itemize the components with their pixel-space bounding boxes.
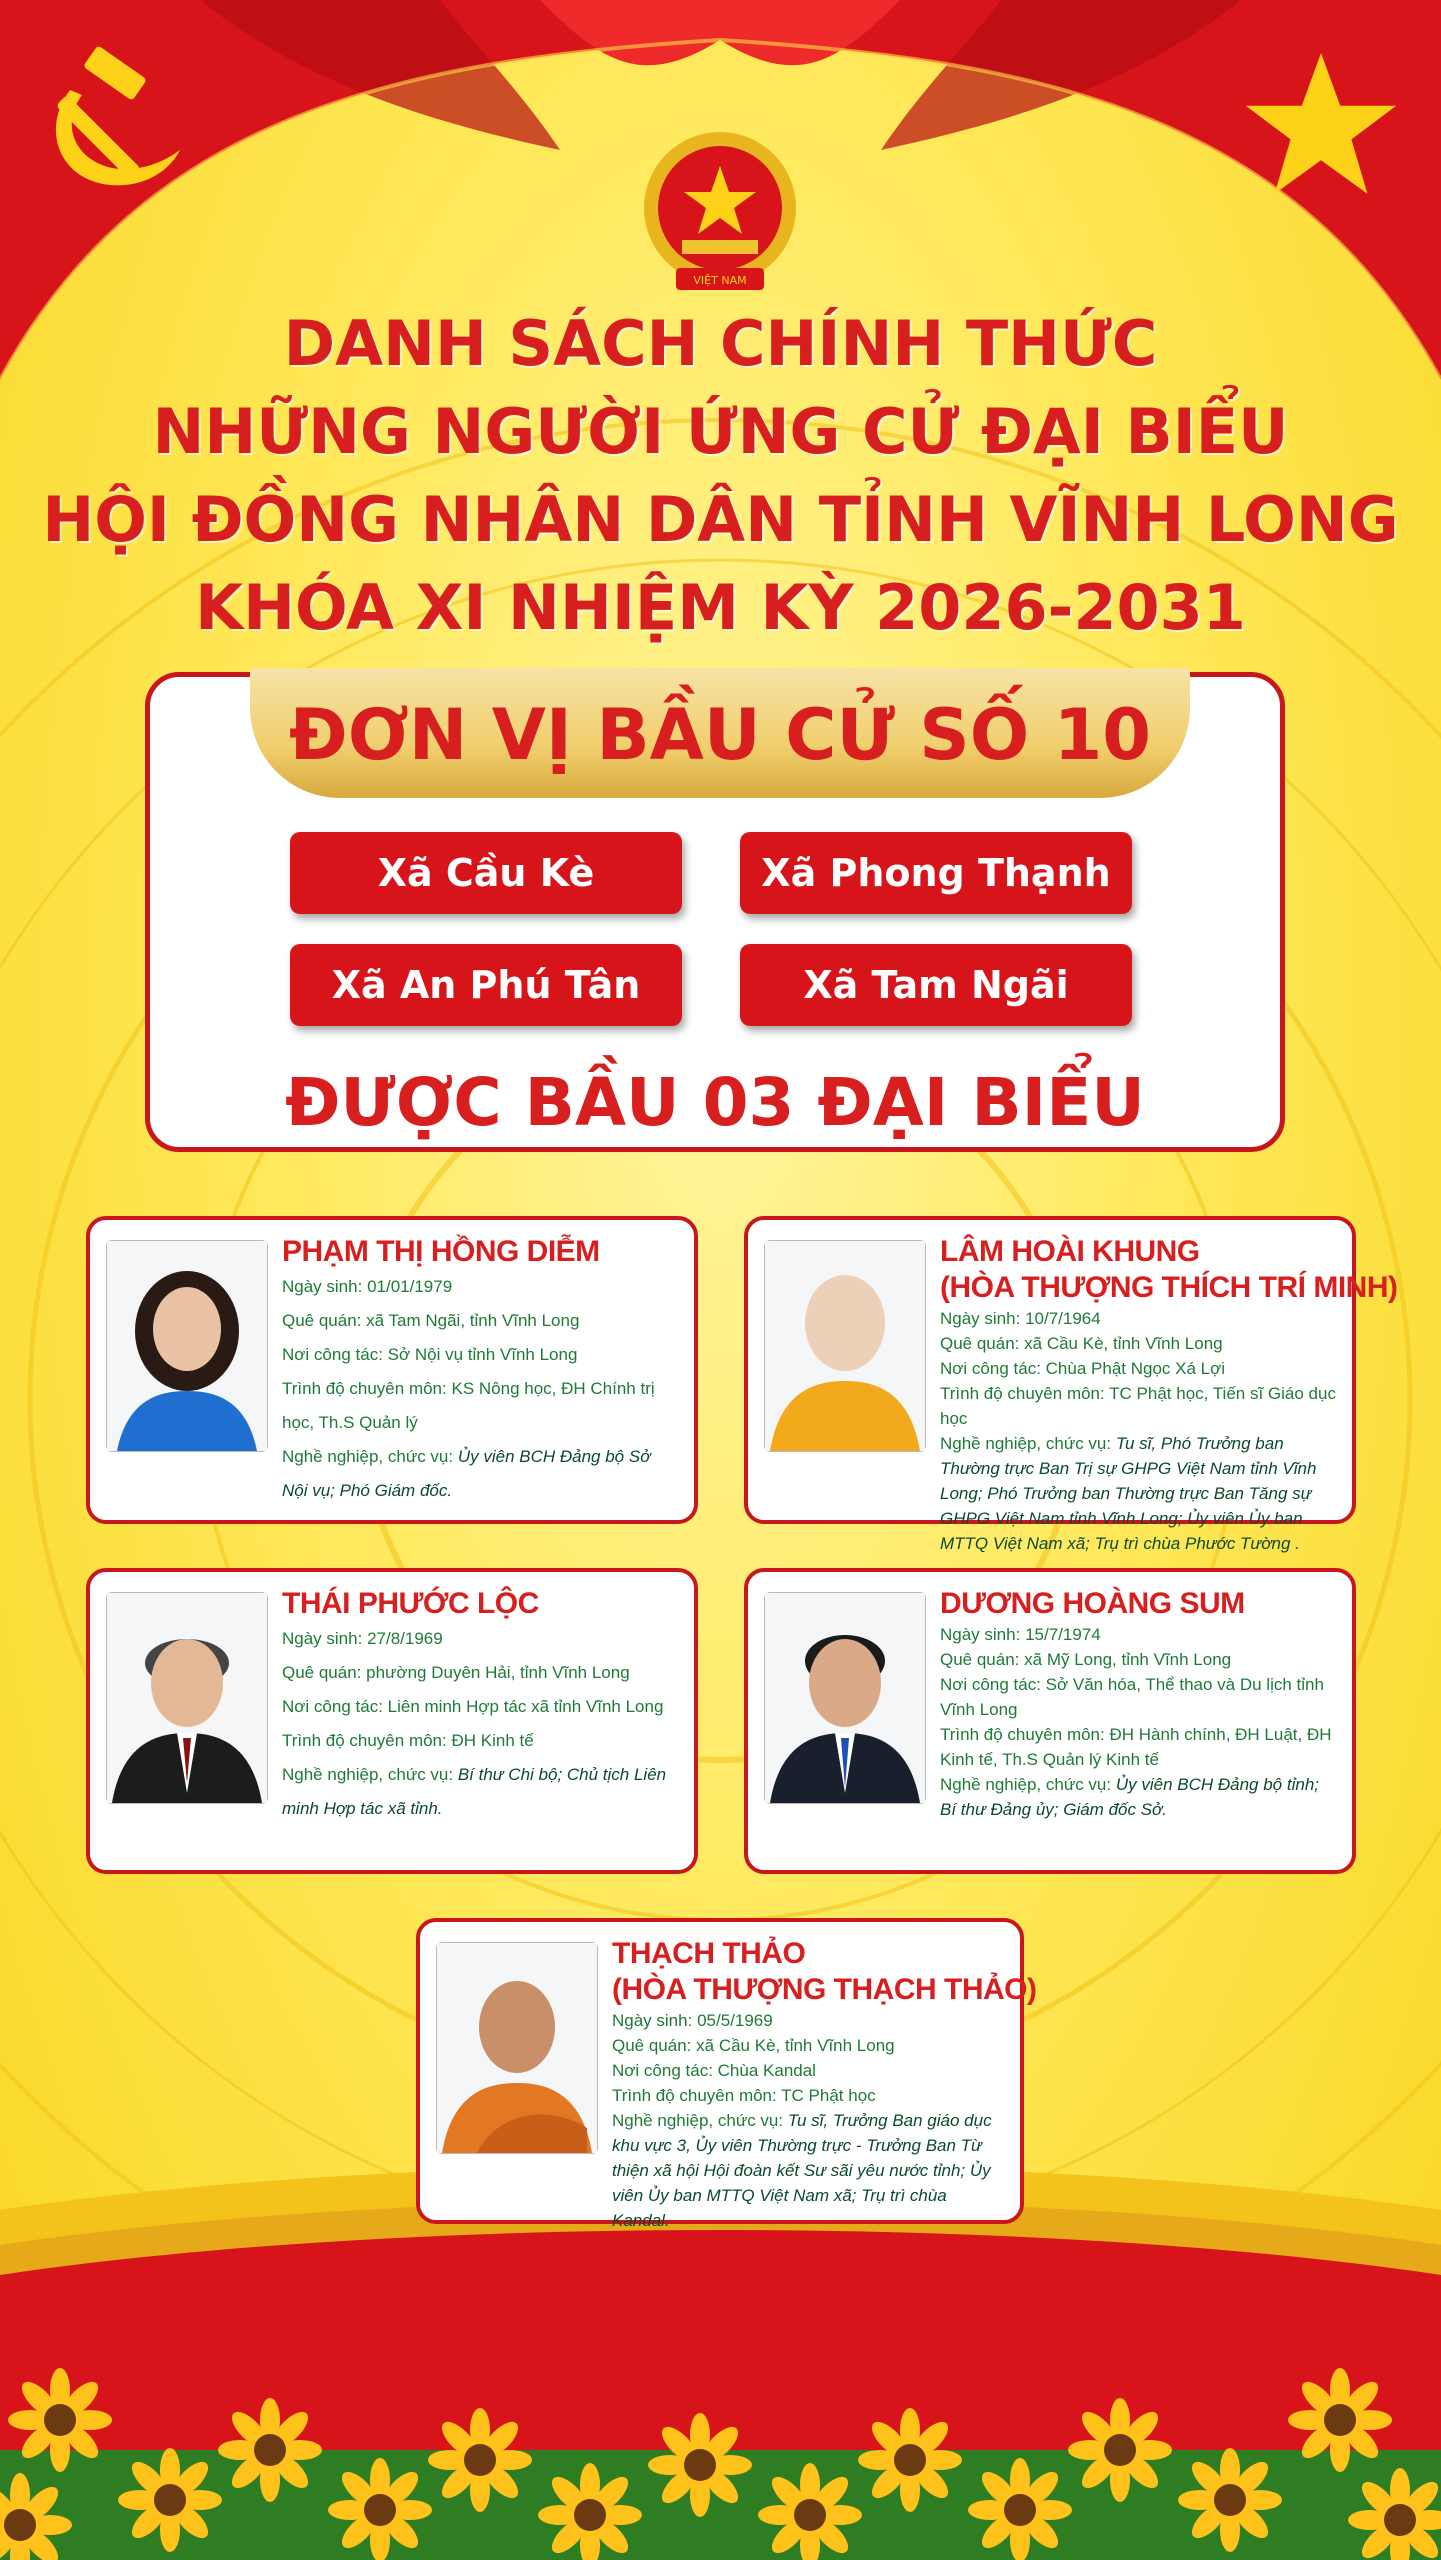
commune-tam-ngai: Xã Tam Ngãi <box>740 944 1132 1026</box>
job-label: Nghề nghiệp, chức vụ: <box>282 1765 454 1784</box>
candidate-photo <box>764 1240 926 1452</box>
job-value: Tu sĩ, Phó Trưởng ban Thường trực Ban Trị sự GHPG Việt Nam tỉnh Vĩnh Long; Phó Trưởng ban Thường trực Ban Tăng sự GHPG Việt Nam tỉnh Vĩnh Long; Ủy viên Ủy ban MTTQ Việt Nam xã; Trụ trì chùa Phước Tường . <box>940 1434 1317 1553</box>
sunflower-decoration <box>0 2300 1441 2560</box>
edu-value: KS Nông học, ĐH Chính trị học, Th.S Quản lý <box>282 1379 655 1432</box>
candidate-photo <box>106 1592 268 1804</box>
candidate-info <box>282 1586 680 1826</box>
home-label: Quê quán: <box>940 1650 1020 1669</box>
home-label: Quê quán: <box>282 1311 362 1330</box>
birth-label: Ngày sinh: <box>612 2011 693 2030</box>
work-label: Nơi công tác: <box>282 1345 383 1364</box>
commune-an-phu-tan: Xã An Phú Tân <box>290 944 682 1026</box>
birth-label: Ngày sinh: <box>940 1309 1021 1328</box>
job-label: Nghề nghiệp, chức vụ: <box>940 1775 1112 1794</box>
title-line-2: NHỮNG NGƯỜI ỨNG CỬ ĐẠI BIỂU <box>152 395 1289 468</box>
hammer-sickle-icon <box>30 50 190 200</box>
work-label: Nơi công tác: <box>612 2061 713 2080</box>
job-value: Ủy viên BCH Đảng bộ Sở Nội vụ; Phó Giám đốc. <box>282 1447 651 1500</box>
elected-count: ĐƯỢC BẦU 03 ĐẠI BIỂU <box>285 1064 1145 1141</box>
candidate-info <box>612 1936 1037 2233</box>
edu-label: Trình độ chuyên môn: <box>282 1731 447 1750</box>
home-value: xã Cầu Kè, tỉnh Vĩnh Long <box>696 2036 895 2055</box>
commune-cau-ke: Xã Cầu Kè <box>290 832 682 914</box>
edu-label: Trình độ chuyên môn: <box>940 1384 1105 1403</box>
unit-title: ĐƠN VỊ BẦU CỬ SỐ 10 <box>288 694 1151 776</box>
edu-value: TC Phật học <box>781 2086 876 2105</box>
job-value: Ủy viên BCH Đảng bộ tỉnh; Bí thư Đảng ủy; Giám đốc Sở. <box>940 1775 1319 1819</box>
edu-value: ĐH Kinh tế <box>451 1731 534 1750</box>
home-label: Quê quán: <box>612 2036 692 2055</box>
candidate-photo <box>436 1942 598 2154</box>
home-value: phường Duyên Hải, tỉnh Vĩnh Long <box>366 1663 630 1682</box>
birth-value: 05/5/1969 <box>697 2011 773 2030</box>
birth-label: Ngày sinh: <box>282 1277 363 1296</box>
candidate-name: PHẠM THỊ HỒNG DIỄM <box>282 1235 600 1268</box>
candidate-name: THÁI PHƯỚC LỘC <box>282 1587 539 1620</box>
home-value: xã Cầu Kè, tỉnh Vĩnh Long <box>1024 1334 1223 1353</box>
title-line-1: DANH SÁCH CHÍNH THỨC <box>283 307 1158 380</box>
work-label: Nơi công tác: <box>940 1675 1041 1694</box>
job-label: Nghề nghiệp, chức vụ: <box>940 1434 1112 1453</box>
candidate-alias: (HÒA THƯỢNG THẠCH THẢO) <box>612 1973 1037 2006</box>
candidate-info <box>282 1234 680 1508</box>
birth-value: 27/8/1969 <box>367 1629 443 1648</box>
job-value: Bí thư Chi bộ; Chủ tịch Liên minh Hợp tác xã tỉnh. <box>282 1765 667 1818</box>
home-label: Quê quán: <box>940 1334 1020 1353</box>
candidate-card-2 <box>744 1216 1398 1553</box>
work-value: Chùa Phật Ngọc Xá Lợi <box>1045 1359 1226 1378</box>
edu-label: Trình độ chuyên môn: <box>282 1379 447 1398</box>
job-label: Nghề nghiệp, chức vụ: <box>282 1447 454 1466</box>
title-line-4: KHÓA XI NHIỆM KỲ 2026-2031 <box>195 571 1246 644</box>
page-title <box>0 300 1441 652</box>
candidate-alias: (HÒA THƯỢNG THÍCH TRÍ MINH) <box>940 1271 1398 1304</box>
candidate-photo <box>764 1592 926 1804</box>
work-value: Chùa Kandal <box>717 2061 816 2080</box>
edu-value: TC Phật học, Tiến sĩ Giáo dục học <box>940 1384 1336 1428</box>
commune-phong-thanh: Xã Phong Thạnh <box>740 832 1132 914</box>
edu-value: ĐH Hành chính, ĐH Luật, ĐH Kinh tế, Th.S Quản lý Kinh tế <box>940 1725 1332 1769</box>
candidate-photo <box>106 1240 268 1452</box>
candidate-info <box>940 1234 1398 1556</box>
job-value: Tu sĩ, Trưởng Ban giáo dục khu vực 3, Ủy viên Thường trực - Trưởng Ban Từ thiện xã hội Hội đoàn kết Sư sãi yêu nước tỉnh; Ủy viên Ủy ban MTTQ Việt Nam xã; Trụ trì chùa Kandal. <box>612 2111 992 2230</box>
birth-value: 15/7/1974 <box>1025 1625 1101 1644</box>
candidate-name: LÂM HOÀI KHUNG <box>940 1235 1200 1268</box>
candidate-card-3 <box>86 1568 698 1874</box>
candidate-name: THẠCH THẢO <box>612 1937 806 1970</box>
candidate-card-4 <box>744 1568 1356 1874</box>
birth-label: Ngày sinh: <box>940 1625 1021 1644</box>
work-value: Sở Văn hóa, Thể thao và Du lịch tỉnh Vĩnh Long <box>940 1675 1324 1719</box>
candidate-info <box>940 1586 1338 1822</box>
work-value: Sở Nội vụ tỉnh Vĩnh Long <box>387 1345 578 1364</box>
job-label: Nghề nghiệp, chức vụ: <box>612 2111 784 2130</box>
work-label: Nơi công tác: <box>940 1359 1041 1378</box>
home-label: Quê quán: <box>282 1663 362 1682</box>
star-icon <box>1241 45 1401 205</box>
national-emblem-icon <box>640 128 800 296</box>
emblem-text: VIỆT NAM <box>693 274 747 287</box>
work-label: Nơi công tác: <box>282 1697 383 1716</box>
candidate-name: DƯƠNG HOÀNG SUM <box>940 1587 1245 1620</box>
home-value: xã Mỹ Long, tỉnh Vĩnh Long <box>1024 1650 1232 1669</box>
candidate-card-5 <box>416 1918 1037 2230</box>
work-value: Liên minh Hợp tác xã tỉnh Vĩnh Long <box>387 1697 664 1716</box>
birth-label: Ngày sinh: <box>282 1629 363 1648</box>
candidate-card-1 <box>86 1216 698 1524</box>
edu-label: Trình độ chuyên môn: <box>612 2086 777 2105</box>
title-line-3: HỘI ĐỒNG NHÂN DÂN TỈNH VĨNH LONG <box>42 483 1399 556</box>
home-value: xã Tam Ngãi, tỉnh Vĩnh Long <box>366 1311 580 1330</box>
edu-label: Trình độ chuyên môn: <box>940 1725 1105 1744</box>
birth-value: 01/01/1979 <box>367 1277 453 1296</box>
birth-value: 10/7/1964 <box>1025 1309 1101 1328</box>
